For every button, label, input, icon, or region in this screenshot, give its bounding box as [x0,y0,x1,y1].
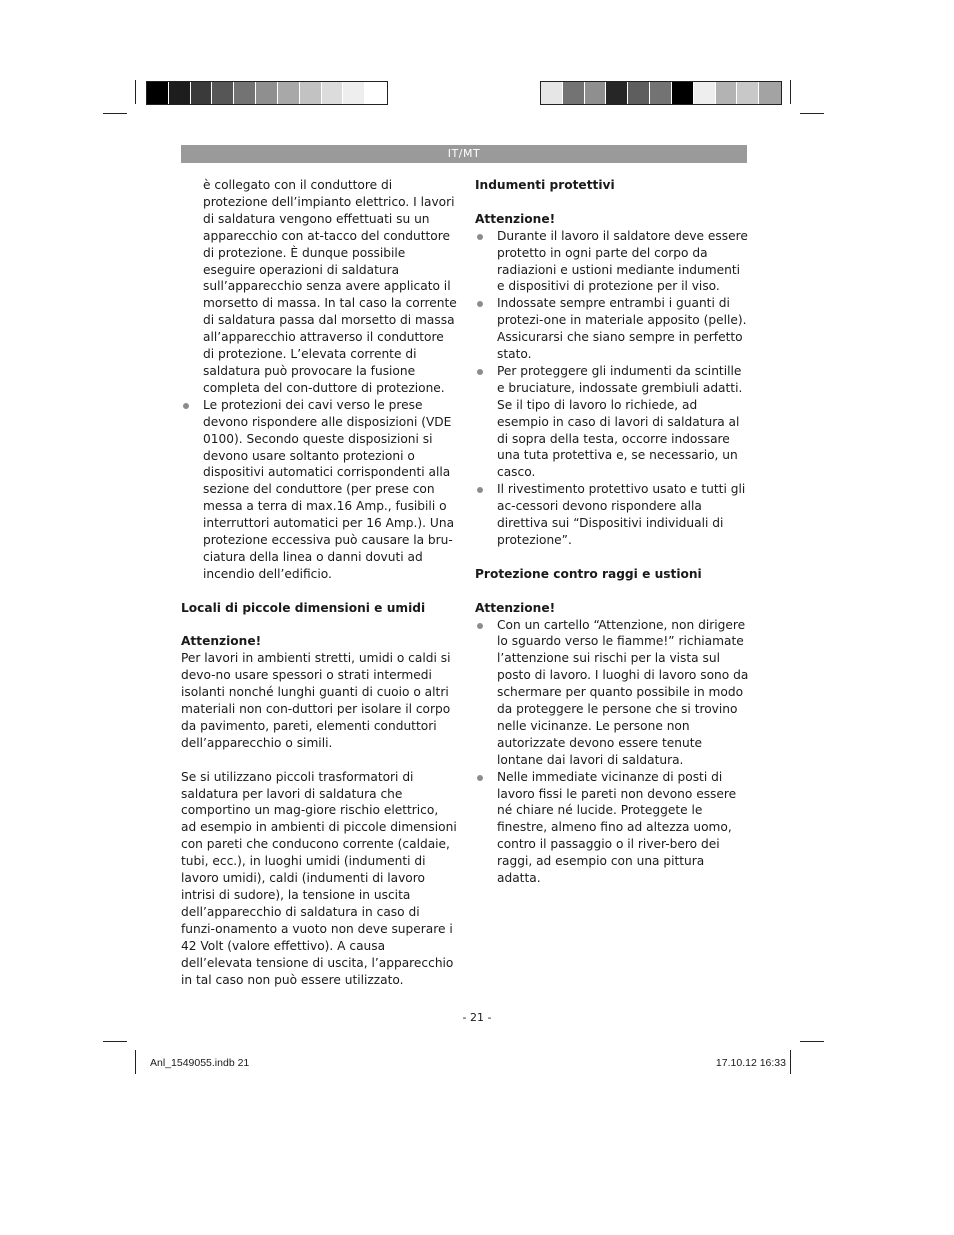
paragraph: Se si utilizzano piccoli trasformatori di saldatura per lavori di saldatura che comportino un mag-giore rischio elettrico, ad esempio in ambienti di piccole dimensioni con pareti che conducono corrente (caldaie, tubi, ecc.), in luoghi umidi (indumenti di lavoro umidi), caldi (indumenti di lavoro intrisi di sudore), la tensione in uscita dell’apparecchio di saldatura in caso di funzi-onamento a vuoto non deve superare i 42 Volt (valore effettivo). A causa dell’elevata tensione di uscita, l’apparecchio in tal caso non può essere utilizzato. [181,769,457,987]
crop-mark [790,80,791,104]
crop-mark [800,113,824,114]
color-swatch [322,82,344,104]
language-code: IT/MT [447,147,481,160]
color-swatch [191,82,213,104]
bullet-text: Per proteggere gli indumenti da scintille e bruciature, indossate grembiuli adatti. Se il tipo di lavoro lo richiede, ad esempio in caso di lavori di saldatura al di sopra della testa, occorre indossare una tuta protettiva e, se necessario, un casco. [497,363,743,480]
color-swatch [169,82,191,104]
paragraph: Per lavori in ambienti stretti, umidi o caldi si devo-no usare spessori o strati intermedi isolanti nonché lunghi guanti di cuoio o altri materiali non con-duttori per isolare il corpo da pavimento, pareti, elementi conduttori dell’apparecchio o simili. [181,651,451,750]
section-heading: Locali di piccole dimensioni e umidi [181,600,426,615]
color-swatch [212,82,234,104]
crop-mark [103,1041,127,1042]
print-slug-date: 17.10.12 16:33 [715,1057,786,1069]
bullet-dot [477,301,483,307]
color-swatch [365,82,387,104]
bullet-dot [477,234,483,240]
bullet-dot [477,623,483,629]
color-swatch [234,82,256,104]
bullet-dot [183,403,189,409]
bullet-item [475,769,750,887]
bullet-text: Durante il lavoro il saldatore deve essere protetto in ogni parte del corpo da radiazioni e ustioni mediante indumenti e dispositivi di protezione per il viso. [497,228,748,294]
bullet-text: Nelle immediate vicinanze di posti di lavoro fissi le pareti non devono essere né chiare né lucide. Proteggete le finestre, almeno fino ad altezza uomo, contro il passaggio o il river-bero dei raggi, ad esempio con una pittura adatta. [497,769,737,886]
language-header-bar [181,145,747,163]
bullet-dot [477,775,483,781]
section-heading: Indumenti protettivi [475,178,615,192]
crop-mark [800,1041,824,1042]
print-slug-file: Anl_1549055.indb 21 [150,1057,250,1069]
color-swatch [300,82,322,104]
bullet-text: Le protezioni dei cavi verso le prese devono rispondere alle disposizioni (VDE 0100). Secondo queste disposizioni si devono usare soltanto protezioni o dispositivi automatici corrispondenti alla sezione del conduttore (per prese con messa a terra di max.16 Amp., fusibili o interruttori automatici per 16 Amp.). Una protezione eccessiva può causare la bru-ciatura della linea o danni dovuti ad incendio dell’edificio. [203,397,455,581]
color-swatch [672,82,694,104]
color-swatch [716,82,738,104]
attention-label: Attenzione! [181,634,262,649]
paragraph-continuation: è collegato con il conduttore di protezione dell’impianto elettrico. I lavori di saldatura vengono effettuati su un apparecchio con at-tacco del conduttore di protezione. È dunque possibile eseguire operazioni di saldatura sull’apparecchio senza avere applicato il morsetto di massa. In tal caso la corrente di saldatura passa dal morsetto di massa all’apparecchio attraverso il conduttore di protezione. L’elevata corrente di saldatura può provocare la fusione completa del con-duttore di protezione. [203,178,457,395]
color-swatch [563,82,585,104]
crop-mark [103,113,127,114]
bullet-item [475,295,750,363]
bullet-text: Indossate sempre entrambi i guanti di protezi-one in materiale apposito (pelle). Assicurarsi che siano sempre in perfetto stato. [497,296,747,362]
color-swatch [541,82,563,104]
color-swatch [628,82,650,104]
bullet-item [475,363,750,481]
bullet-dot [477,369,483,375]
attention-label: Attenzione! [475,600,556,615]
page-number: - 21 - [462,1011,492,1024]
bullet-item [475,617,750,769]
bullet-item [475,228,750,296]
color-swatch [650,82,672,104]
color-swatch [147,82,169,104]
left-column [181,177,457,988]
crop-mark [135,80,136,104]
bullet-text: Il rivestimento protettivo usato e tutti gli ac-cessori devono rispondere alla direttiva sui “Dispositivi individuali di protezione”. [497,482,746,548]
color-swatch [343,82,365,104]
crop-mark [135,1050,136,1074]
color-swatch [585,82,607,104]
color-swatch [694,82,716,104]
crop-mark [790,1050,791,1074]
bullet-dot [477,487,483,493]
section-heading: Protezione contro raggi e ustioni [475,566,702,581]
bullet-item [181,397,457,583]
bullet-item [475,481,750,549]
color-calibration-bar-left [146,81,388,105]
color-swatch [759,82,781,104]
right-column [475,177,750,887]
color-swatch [278,82,300,104]
color-swatch [256,82,278,104]
bullet-text: Con un cartello “Attenzione, non dirigere lo sguardo verso le fiamme!” richiamate l’attenzione sui rischi per la vista sul posto di lavoro. I luoghi di lavoro sono da schermare per quanto possibile in modo da proteggere le persone che si trovino nelle vicinanze. Le persone non autorizzate devono essere tenute lontane dai lavori di saldatura. [497,617,749,767]
color-calibration-bar-right [540,81,782,105]
color-swatch [737,82,759,104]
color-swatch [606,82,628,104]
attention-label: Attenzione! [475,211,556,226]
